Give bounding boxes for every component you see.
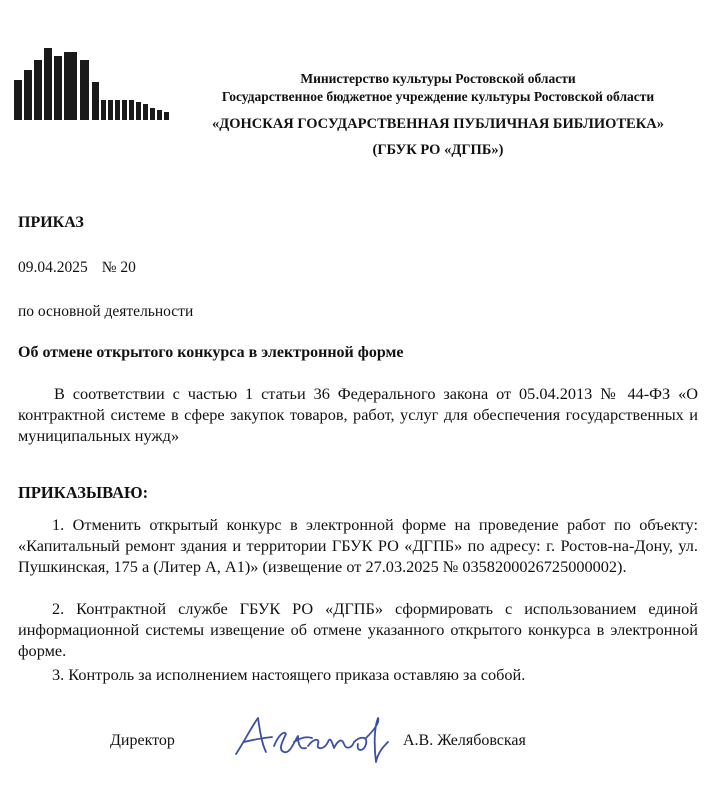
library-books-logo xyxy=(14,48,174,120)
document-type: ПРИКАЗ xyxy=(18,214,84,231)
document-category: по основной деятельности xyxy=(18,303,194,320)
order-item-3: 3. Контроль за исполнением настоящего приказа оставляю за собой. xyxy=(52,665,526,684)
library-abbreviation: (ГБУК РО «ДГПБ») xyxy=(372,142,504,158)
document-date: 09.04.2025 xyxy=(18,259,88,276)
order-item-1: 1. Отменить открытый конкурс в электронной форме на проведение работ по объекту: «Капитальный ремонт здания и территории ГБУК РО «ДГПБ» по адресу: г. Ростов-на-Дону, ул. Пушкинская, 175 а (Литер А, А1)» (извещение от 27.03.2025 № 0358200026725000002). xyxy=(18,515,698,576)
ministry-name: Министерство культуры Ростовской области xyxy=(300,71,576,86)
orders-heading: ПРИКАЗЫВАЮ: xyxy=(18,483,149,502)
signatory-title: Директор xyxy=(110,732,175,749)
legal-basis-paragraph: В соответствии с частью 1 статьи 36 Федерального закона от 05.04.2013 № 44-ФЗ «О контрактной системе в сфере закупок товаров, работ, услуг для обеспечения государственных и муниципальных нужд» xyxy=(18,384,698,445)
library-name: «ДОНСКАЯ ГОСУДАРСТВЕННАЯ ПУБЛИЧНАЯ БИБЛИОТЕКА» xyxy=(212,116,664,132)
date-line xyxy=(18,259,136,277)
document-subject: Об отмене открытого конкурса в электронной форме xyxy=(18,344,404,361)
order-item-2: 2. Контрактной службе ГБУК РО «ДГПБ» сформировать с использованием единой информационной системы извещение об отмене указанного открытого конкурса в электронной форме. xyxy=(18,599,698,660)
handwritten-signature xyxy=(228,712,398,766)
signatory-name: А.В. Желябовская xyxy=(403,732,526,749)
document-number: № 20 xyxy=(101,259,136,276)
institution-type: Государственное бюджетное учреждение культуры Ростовской области xyxy=(221,89,655,104)
